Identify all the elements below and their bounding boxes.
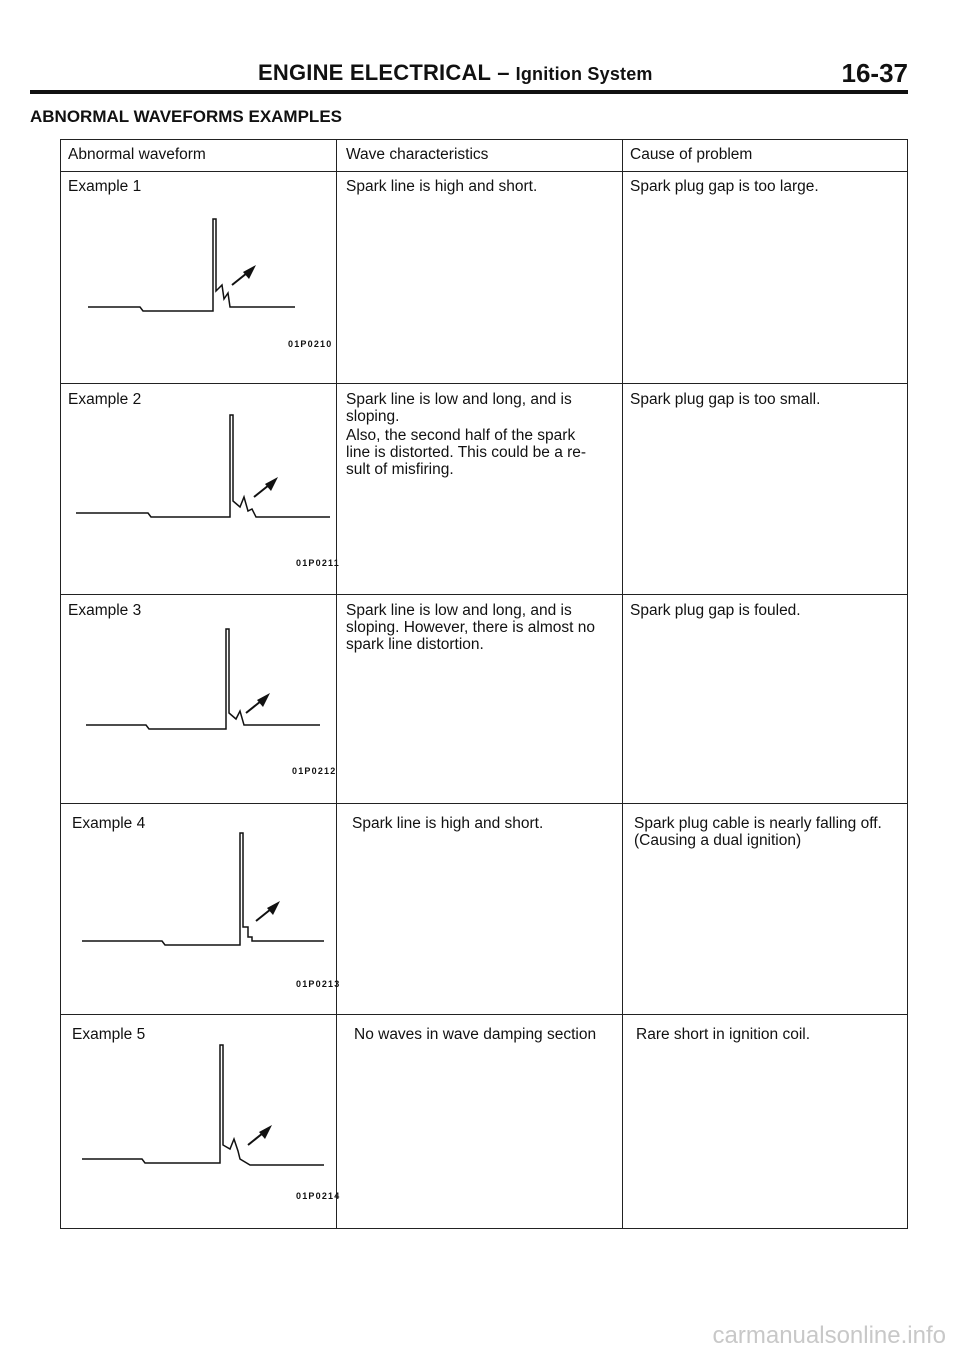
- header-separator: –: [497, 60, 510, 85]
- characteristics-cell: [352, 815, 543, 832]
- column-rule: [336, 139, 337, 1229]
- row-rule: [60, 383, 908, 384]
- section-title: ABNORMAL WAVEFORMS EXAMPLES: [30, 107, 342, 126]
- cause-cell: [630, 178, 819, 195]
- waveform-diagram: [70, 411, 336, 531]
- table-top-rule: [60, 139, 908, 140]
- header-rule: [30, 90, 908, 94]
- column-header-characteristics: Wave characteristics: [346, 146, 489, 163]
- characteristics-cell: [346, 178, 537, 195]
- example-label: Example 5: [72, 1026, 146, 1043]
- arrow-icon: [248, 1125, 272, 1145]
- characteristics-line: No waves in wave damping section: [354, 1026, 597, 1043]
- figure-code: 01P0211: [296, 558, 340, 568]
- characteristics-line: sult of misfiring.: [346, 461, 454, 478]
- characteristics-line: sloping.: [346, 408, 400, 425]
- figure-code: 01P0213: [296, 979, 341, 989]
- example-label: Example 4: [72, 815, 146, 832]
- arrow-icon: [232, 265, 256, 285]
- cause-line: Spark plug gap is too large.: [630, 178, 819, 195]
- header-title: [258, 60, 653, 86]
- cause-cell: [634, 815, 882, 849]
- column-header-cause: Cause of problem: [630, 146, 753, 163]
- characteristics-cell: [354, 1026, 596, 1043]
- characteristics-line: Spark line is low and long, and is: [346, 602, 572, 619]
- header-subtitle: Ignition System: [515, 64, 653, 84]
- waveform-diagram: [78, 829, 334, 954]
- page-header: [258, 58, 908, 92]
- example-label: Example 1: [68, 178, 142, 195]
- characteristics-cell: [346, 391, 586, 478]
- characteristics-line: Spark line is low and long, and is: [346, 391, 572, 408]
- cause-cell: [630, 602, 801, 619]
- header-row-rule: [60, 171, 908, 172]
- waveform-diagram: [80, 209, 330, 324]
- characteristics-line: line is distorted. This could be a re-: [346, 444, 587, 461]
- figure-code: 01P0214: [296, 1191, 341, 1201]
- cause-line: Spark plug gap is too small.: [630, 391, 821, 408]
- characteristics-line: Spark line is high and short.: [346, 178, 538, 195]
- characteristics-line: Spark line is high and short.: [352, 815, 544, 832]
- characteristics-line: sloping. However, there is almost no: [346, 619, 595, 636]
- example-label: Example 3: [68, 602, 142, 619]
- watermark-text: carmanualsonline.info: [712, 1322, 946, 1349]
- cause-line: (Causing a dual ignition): [634, 832, 802, 849]
- row-rule: [60, 1014, 908, 1015]
- cause-cell: [636, 1026, 810, 1043]
- arrow-icon: [256, 901, 280, 921]
- cause-cell: [630, 391, 820, 408]
- waveforms-table: [60, 139, 908, 1229]
- waveform-diagram: [80, 621, 330, 741]
- arrow-icon: [246, 693, 270, 713]
- cause-line: Spark plug cable is nearly falling off.: [634, 815, 882, 832]
- characteristics-line: Also, the second half of the spark: [346, 427, 576, 444]
- row-rule: [60, 594, 908, 595]
- characteristics-line: spark line distortion.: [346, 636, 484, 653]
- arrow-icon: [254, 477, 278, 497]
- column-header-waveform: Abnormal waveform: [68, 146, 206, 163]
- figure-code: 01P0212: [292, 766, 337, 776]
- row-rule: [60, 803, 908, 804]
- example-label: Example 2: [68, 391, 142, 408]
- page-number: 16-37: [841, 58, 908, 88]
- header-title-text: ENGINE ELECTRICAL: [258, 60, 492, 85]
- cause-line: Rare short in ignition coil.: [636, 1026, 811, 1043]
- characteristics-cell: [346, 602, 595, 653]
- waveform-diagram: [78, 1039, 334, 1174]
- figure-code: 01P0210: [288, 339, 333, 349]
- column-rule: [622, 139, 623, 1229]
- cause-line: Spark plug gap is fouled.: [630, 602, 801, 619]
